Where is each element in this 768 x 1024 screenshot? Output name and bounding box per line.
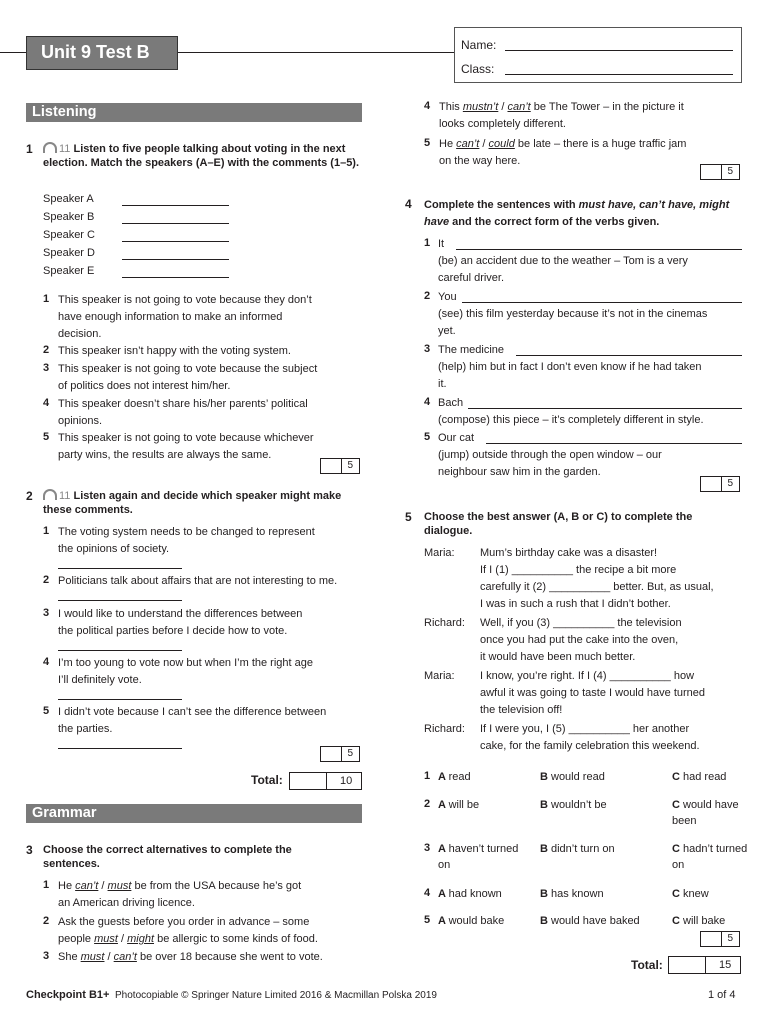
q2-item-text xyxy=(58,524,368,558)
q2-item-number: 4 xyxy=(43,656,50,668)
q2-item-line: the political parties before I decide how to vote. xyxy=(58,625,288,637)
dialogue-line: carefully it (2) __________ better. But, as usual, xyxy=(480,581,714,593)
q3-item-post: be late – there is a huge traffic jam xyxy=(514,138,687,150)
q3-item-post: be allergic to some kinds of food. xyxy=(154,933,318,945)
option-a[interactable] xyxy=(438,841,528,873)
comment-number: 4 xyxy=(43,397,50,409)
option-c-text: would have been xyxy=(672,799,739,827)
q3-item-post: be The Tower – in the picture it xyxy=(530,101,684,113)
q4-item-line: (see) this film yesterday because it’s not in the cinemas xyxy=(438,308,708,320)
option-c[interactable] xyxy=(672,797,752,829)
option-a-text: would bake xyxy=(448,915,505,927)
q4-item-line: (help) him but in fact I don’t even know if he had taken xyxy=(438,361,702,373)
q4-instruction-em: must have, can’t have, might have xyxy=(424,199,730,228)
grammar-total-box[interactable] xyxy=(668,956,741,974)
q3-item-line xyxy=(58,878,378,895)
q4-instruction-pre: Complete the sentences with xyxy=(424,199,579,211)
q2-item-line: I’m too young to vote now but when I’m the right age xyxy=(58,657,313,669)
q2-item-line: The voting system needs to be changed to represent xyxy=(58,526,315,538)
listening-total-label: Total: xyxy=(251,773,283,787)
q3-number: 3 xyxy=(26,843,33,857)
q4-score-max: 5 xyxy=(727,478,733,489)
grammar-total-label: Total: xyxy=(631,958,663,972)
q4-item-start: Our cat xyxy=(438,432,475,444)
option-b-text: didn’t turn on xyxy=(551,843,615,855)
q5-score-max: 5 xyxy=(727,933,733,944)
q2-item-line: Politicians talk about affairs that are not interesting to me. xyxy=(58,575,338,587)
q4-item-line: careful driver. xyxy=(438,272,505,284)
dialogue-speaker: Richard: xyxy=(424,617,465,629)
choice-option-b[interactable]: could xyxy=(488,138,515,150)
dialogue-line: it would have been much better. xyxy=(480,651,636,663)
q2-number: 2 xyxy=(26,489,33,503)
q2-answer-field[interactable] xyxy=(58,600,182,601)
option-a-text: haven’t turned on xyxy=(438,843,519,871)
option-a-text: had known xyxy=(448,888,502,900)
q2-answer-field[interactable] xyxy=(58,699,182,700)
q4-item-start: It xyxy=(438,238,445,250)
option-c[interactable] xyxy=(672,886,752,902)
option-c-letter: C xyxy=(672,771,683,783)
q4-answer-field[interactable] xyxy=(462,302,742,303)
grammar-total-max: 15 xyxy=(719,959,732,971)
option-number: 4 xyxy=(424,887,431,899)
comment-number: 3 xyxy=(43,362,50,374)
dialogue-line: If I (1) __________ the recipe a bit more xyxy=(480,564,677,576)
q4-item-text xyxy=(438,359,748,393)
comment-number: 5 xyxy=(43,431,50,443)
comment-line: opinions. xyxy=(58,415,103,427)
dialogue-line: the television off! xyxy=(480,704,563,716)
q4-item-start: The medicine xyxy=(438,344,505,356)
q2-instruction-text: Listen again and decide which speaker might make these comments. xyxy=(43,490,342,516)
q3-item-text xyxy=(58,878,378,912)
choice-separator: / xyxy=(498,101,508,113)
choice-option-a[interactable]: can’t xyxy=(456,138,480,150)
q2-item-line: I would like to understand the differences between xyxy=(58,608,303,620)
choice-separator: / xyxy=(479,138,489,150)
choice-option-a[interactable]: must xyxy=(94,933,118,945)
header-rule-right xyxy=(178,52,454,53)
q2-item-number: 3 xyxy=(43,607,50,619)
q2-answer-field[interactable] xyxy=(58,568,182,569)
q3-item-post: be over 18 because she went to vote. xyxy=(136,951,323,963)
option-c-text: hadn’t turned on xyxy=(672,843,748,871)
q4-item-text xyxy=(438,306,748,340)
option-b[interactable] xyxy=(540,886,665,902)
q3-item-text xyxy=(58,949,378,966)
speaker-label: Speaker E xyxy=(43,265,95,277)
choice-separator: / xyxy=(98,880,108,892)
option-c-text: knew xyxy=(683,888,709,900)
comment-text xyxy=(58,292,368,343)
option-c-text: had read xyxy=(683,771,727,783)
q4-answer-field[interactable] xyxy=(456,249,742,250)
q4-item-number: 4 xyxy=(424,396,431,408)
q3-item-pre: He xyxy=(439,138,457,150)
q1-instruction xyxy=(43,142,363,170)
q3-item-post: be from the USA because he’s got xyxy=(131,880,302,892)
q4-item-line: (jump) outside through the open window – our xyxy=(438,449,662,461)
q3-score-max: 5 xyxy=(727,166,733,177)
q4-item-number: 2 xyxy=(424,290,431,302)
q2-item-number: 1 xyxy=(43,525,50,537)
q4-item-text xyxy=(438,412,748,429)
option-b[interactable] xyxy=(540,841,665,857)
q4-item-number: 3 xyxy=(424,343,431,355)
choice-option-a[interactable]: can’t xyxy=(75,880,99,892)
option-c-letter: C xyxy=(672,915,683,927)
q2-item-number: 5 xyxy=(43,705,50,717)
comment-text xyxy=(58,396,368,430)
q2-item-line: I didn’t vote because I can’t see the difference between xyxy=(58,706,327,718)
footer-brand: Checkpoint B1+ xyxy=(26,989,110,1001)
q3-item-number: 5 xyxy=(424,137,431,149)
q3-item-text xyxy=(439,99,759,133)
comment-text xyxy=(58,361,368,395)
option-number: 3 xyxy=(424,842,431,854)
q2-item-line: I’ll definitely vote. xyxy=(58,674,142,686)
option-c-letter: C xyxy=(672,843,683,855)
q3-instruction: Choose the correct alternatives to complete the sentences. xyxy=(43,844,292,870)
dialogue-line: Mum’s birthday cake was a disaster! xyxy=(480,547,658,559)
option-a[interactable] xyxy=(438,769,528,785)
option-a-letter: A xyxy=(438,771,449,783)
grammar-section-title: Grammar xyxy=(26,804,362,823)
speaker-answer-field[interactable] xyxy=(122,223,229,224)
dialogue-line: once you had put the cake into the oven, xyxy=(480,634,679,646)
page-number: 1 of 4 xyxy=(708,989,736,1001)
comment-line: decision. xyxy=(58,328,102,340)
name-field[interactable] xyxy=(505,50,733,51)
speaker-answer-field[interactable] xyxy=(122,277,229,278)
comment-line: party wins, the results are always the same. xyxy=(58,449,272,461)
name-class-box xyxy=(454,27,742,83)
dialogue-line: Well, if you (3) __________ the television xyxy=(480,617,682,629)
option-b-text: wouldn’t be xyxy=(551,799,607,811)
option-b[interactable] xyxy=(540,797,665,813)
dialogue-speaker: Maria: xyxy=(424,547,455,559)
q3-score-box[interactable] xyxy=(700,164,740,180)
dialogue-text xyxy=(480,668,750,719)
q3-item-number: 1 xyxy=(43,879,50,891)
q4-item-line: (be) an accident due to the weather – Tom is a very xyxy=(438,255,688,267)
choice-option-a[interactable]: mustn’t xyxy=(462,101,499,113)
q1-track: 11 xyxy=(59,143,71,155)
choice-separator: / xyxy=(117,933,128,945)
q3-item-pre: Ask the guests before you order in advance – some xyxy=(58,916,310,928)
q2-item-text xyxy=(58,704,368,738)
option-b[interactable] xyxy=(540,913,665,929)
q2-instruction xyxy=(43,489,343,517)
comment-line: This speaker is not going to vote because they don’t xyxy=(58,294,312,306)
comment-number: 1 xyxy=(43,293,50,305)
footer xyxy=(26,989,437,1001)
option-b-text: would have baked xyxy=(551,915,640,927)
comment-number: 2 xyxy=(43,344,50,356)
option-b-text: has known xyxy=(551,888,604,900)
q1-score-max: 5 xyxy=(347,460,353,471)
listening-section-title: Listening xyxy=(26,103,362,122)
q2-score-max: 5 xyxy=(347,748,353,759)
q4-instruction-post: and the correct form of the verbs given. xyxy=(449,216,660,228)
option-c-letter: C xyxy=(672,799,683,811)
q3-item-number: 2 xyxy=(43,915,50,927)
dialogue-line: awful it was going to taste I would have turned xyxy=(480,687,706,699)
speaker-label: Speaker A xyxy=(43,193,94,205)
dialogue-text xyxy=(480,615,750,666)
q3-item-line2: looks completely different. xyxy=(439,118,566,130)
header-rule-left xyxy=(0,52,26,53)
option-a[interactable] xyxy=(438,913,528,929)
q3-item-line xyxy=(439,116,759,133)
q2-item-line: the parties. xyxy=(58,723,113,735)
class-label: Class: xyxy=(461,62,495,76)
q3-item-number: 3 xyxy=(43,950,50,962)
q4-item-line: it. xyxy=(438,378,447,390)
option-b-letter: B xyxy=(540,771,551,783)
q2-item-text xyxy=(58,573,368,590)
dialogue-text xyxy=(480,545,750,613)
option-c-letter: C xyxy=(672,888,683,900)
q2-item-text xyxy=(58,655,368,689)
choice-option-b[interactable]: can’t xyxy=(113,951,137,963)
option-a-text: will be xyxy=(448,799,480,811)
q1-instruction-text: Listen to five people talking about voting in the next election. Match the speakers (A–E) with the comments (1–5). xyxy=(43,143,360,169)
comment-line: of politics does not interest him/her. xyxy=(58,380,231,392)
dialogue-text xyxy=(480,721,750,755)
speaker-label: Speaker C xyxy=(43,229,95,241)
dialogue-line: I know, you’re right. If I (4) __________ how xyxy=(480,670,695,682)
q2-answer-field[interactable] xyxy=(58,748,182,749)
dialogue-line: I was in such a rush that I didn’t bother. xyxy=(480,598,671,610)
q4-item-start: Bach xyxy=(438,397,464,409)
listening-total-box[interactable] xyxy=(289,772,362,790)
option-a[interactable] xyxy=(438,886,528,902)
choice-option-b[interactable]: can’t xyxy=(507,101,531,113)
q2-item-text xyxy=(58,606,368,640)
q1-score-box[interactable] xyxy=(320,458,360,474)
q2-answer-field[interactable] xyxy=(58,650,182,651)
option-number: 1 xyxy=(424,770,431,782)
option-c[interactable] xyxy=(672,769,752,785)
headphones-icon xyxy=(43,142,57,153)
dialogue-line: If I were you, I (5) __________ her another xyxy=(480,723,690,735)
q4-item-start: You xyxy=(438,291,457,303)
comment-line: This speaker isn’t happy with the voting system. xyxy=(58,345,291,357)
q4-answer-field[interactable] xyxy=(468,408,742,409)
option-number: 5 xyxy=(424,914,431,926)
option-a-letter: A xyxy=(438,915,449,927)
option-b[interactable] xyxy=(540,769,665,785)
q4-score-box[interactable] xyxy=(700,476,740,492)
option-a-text: read xyxy=(448,771,471,783)
speaker-answer-field[interactable] xyxy=(122,205,229,206)
q5-score-box[interactable] xyxy=(700,931,740,947)
comment-text xyxy=(58,343,368,360)
speaker-label: Speaker B xyxy=(43,211,95,223)
q3-item-text xyxy=(58,914,378,948)
footer-copyright: Photocopiable © Springer Nature Limited 2016 & Macmillan Polska 2019 xyxy=(115,990,437,1001)
option-b-letter: B xyxy=(540,888,551,900)
unit-title: Unit 9 Test B xyxy=(26,36,178,70)
choice-separator: / xyxy=(104,951,114,963)
q3-item-pre: He xyxy=(58,880,76,892)
q4-number: 4 xyxy=(405,197,412,211)
q3-item-number: 4 xyxy=(424,100,431,112)
q3-item-line xyxy=(439,136,759,153)
q1-number: 1 xyxy=(26,142,33,156)
q3-item-line xyxy=(439,99,759,116)
option-c[interactable] xyxy=(672,841,752,873)
option-a-letter: A xyxy=(438,843,449,855)
option-c-text: will bake xyxy=(683,915,726,927)
choice-option-a[interactable]: must xyxy=(80,951,105,963)
q3-item-pre2: people xyxy=(58,933,95,945)
comment-line: This speaker doesn’t share his/her parents’ political xyxy=(58,398,308,410)
q2-score-box[interactable] xyxy=(320,746,360,762)
speaker-answer-field[interactable] xyxy=(122,259,229,260)
q2-track: 11 xyxy=(59,490,71,502)
comment-line: have enough information to make an informed xyxy=(58,311,283,323)
q3-item-line2: on the way here. xyxy=(439,155,521,167)
q5-number: 5 xyxy=(405,510,412,524)
option-b-text: would read xyxy=(551,771,605,783)
dialogue-line: cake, for the family celebration this weekend. xyxy=(480,740,700,752)
q4-item-text xyxy=(438,253,748,287)
q3-item-line2: an American driving licence. xyxy=(58,897,195,909)
option-number: 2 xyxy=(424,798,431,810)
dialogue-speaker: Richard: xyxy=(424,723,465,735)
q4-item-number: 5 xyxy=(424,431,431,443)
option-b-letter: B xyxy=(540,799,551,811)
q3-item-pre: This xyxy=(439,101,463,113)
q2-item-line: the opinions of society. xyxy=(58,543,170,555)
q2-item-number: 2 xyxy=(43,574,50,586)
option-a-letter: A xyxy=(438,888,449,900)
option-c[interactable] xyxy=(672,913,752,929)
q4-item-number: 1 xyxy=(424,237,431,249)
q4-answer-field[interactable] xyxy=(486,443,742,444)
listening-total-max: 10 xyxy=(340,775,353,787)
q3-item-pre: She xyxy=(58,951,81,963)
speaker-answer-field[interactable] xyxy=(122,241,229,242)
headphones-icon xyxy=(43,489,57,500)
class-field[interactable] xyxy=(505,74,733,75)
option-b-letter: B xyxy=(540,915,551,927)
speaker-label: Speaker D xyxy=(43,247,95,259)
option-a-letter: A xyxy=(438,799,449,811)
q4-item-line: neighbour saw him in the garden. xyxy=(438,466,601,478)
q3-item-line xyxy=(58,931,378,948)
comment-line: This speaker is not going to vote because the subject xyxy=(58,363,318,375)
q4-item-line: (compose) this piece – it’s completely different in style. xyxy=(438,414,704,426)
choice-option-b[interactable]: must xyxy=(107,880,132,892)
q4-instruction xyxy=(424,197,748,231)
choice-option-b[interactable]: might xyxy=(127,933,155,945)
comment-line: This speaker is not going to vote because whichever xyxy=(58,432,314,444)
option-b-letter: B xyxy=(540,843,551,855)
dialogue-speaker: Maria: xyxy=(424,670,455,682)
option-a[interactable] xyxy=(438,797,528,813)
q3-item-line xyxy=(58,949,378,966)
q3-item-line xyxy=(58,895,378,912)
q3-item-line xyxy=(58,914,378,931)
q4-answer-field[interactable] xyxy=(516,355,742,356)
q4-item-line: yet. xyxy=(438,325,456,337)
name-label: Name: xyxy=(461,38,497,52)
q5-instruction: Choose the best answer (A, B or C) to complete the dialogue. xyxy=(424,511,693,537)
